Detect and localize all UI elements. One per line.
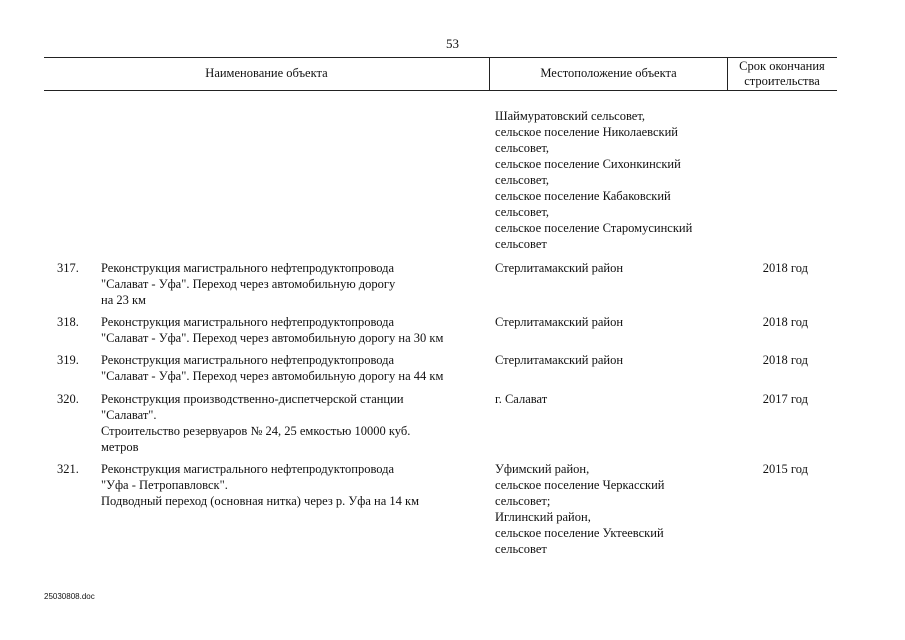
footer-filename: 25030808.doc: [44, 592, 95, 601]
row-location: Уфимский район, сельское поселение Черкасский сельсовет; Иглинский район, сельское поселение Уктеевский сельсовет: [495, 462, 665, 556]
row-name: Реконструкция магистрального нефтепродуктопровода "Салават - Уфа". Переход через автомобильную дорогу на 23 км: [101, 261, 396, 307]
row-name: Реконструкция магистрального нефтепродуктопровода "Салават - Уфа". Переход через автомобильную дорогу на 44 км: [101, 353, 444, 383]
row-number: 320.: [57, 392, 79, 406]
header-location: Местоположение объекта: [540, 66, 677, 80]
row-year: 2015 год: [762, 462, 808, 476]
row-number: 318.: [57, 315, 79, 329]
row-name: Реконструкция магистрального нефтепродуктопровода "Салават - Уфа". Переход через автомобильную дорогу на 30 км: [101, 315, 444, 345]
row-name: Реконструкция производственно-диспетчерской станции "Салават". Строительство резервуаров № 24, 25 емкостью 10000 куб. метров: [101, 392, 411, 454]
header-deadline: Срок окончания строительства: [739, 59, 825, 88]
row-year: 2018 год: [762, 261, 808, 275]
row-year: 2018 год: [762, 315, 808, 329]
row-location: Стерлитамакский район: [495, 315, 624, 329]
page-number: 53: [446, 36, 459, 51]
row-number: 317.: [57, 261, 79, 275]
row-year: 2017 год: [762, 392, 808, 406]
row-number: 319.: [57, 353, 79, 367]
row-location: Стерлитамакский район: [495, 353, 624, 367]
continuation-location: Шаймуратовский сельсовет, сельское поселение Николаевский сельсовет, сельское поселение Сихонкинский сельсовет, сельское поселение Кабаковский сельсовет, сельское поселение Старомусинский сельсовет: [495, 109, 693, 251]
row-year: 2018 год: [762, 353, 808, 367]
row-location: Стерлитамакский район: [495, 261, 624, 275]
header-divider-2: [727, 57, 728, 91]
header-name: Наименование объекта: [205, 66, 328, 80]
row-number: 321.: [57, 462, 79, 476]
row-name: Реконструкция магистрального нефтепродуктопровода "Уфа - Петропавловск". Подводный переход (основная нитка) через р. Уфа на 14 км: [101, 462, 419, 508]
header-top-rule: [44, 57, 837, 58]
header-bottom-rule: [44, 90, 837, 91]
row-location: г. Салават: [495, 392, 548, 406]
